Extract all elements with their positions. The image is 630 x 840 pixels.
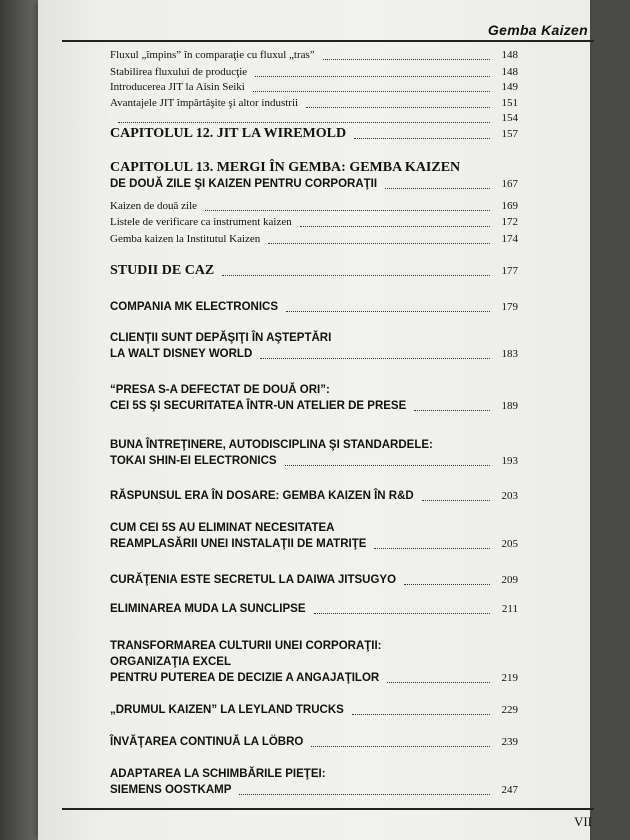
- dot-leader: [352, 714, 490, 715]
- toc-entry-title-line: CLIENŢII SUNT DEPĂŞIŢI ÎN AŞTEPTĂRI: [110, 332, 332, 344]
- dot-leader: [118, 122, 490, 123]
- dot-leader: [222, 275, 490, 276]
- toc-page-number: 174: [501, 233, 518, 245]
- dot-leader: [255, 76, 490, 77]
- toc-page-number: 205: [501, 538, 518, 550]
- toc-entry-kaizen2: [110, 199, 518, 214]
- dot-leader: [374, 548, 490, 549]
- toc-entry-title-line: CEI 5S ŞI SECURITATEA ÎNTR-UN ATELIER DE PRESE: [110, 400, 407, 412]
- toc-entry-title-line: SIEMENS OOSTKAMP: [110, 784, 232, 796]
- toc-entry-title-line: CUM CEI 5S AU ELIMINAT NECESITATEA: [110, 522, 335, 534]
- toc-entry-leyland: [110, 702, 518, 718]
- toc-page-number: 169: [501, 200, 518, 212]
- toc-page-number: 239: [501, 736, 518, 748]
- toc-entry-matrite: [110, 520, 518, 552]
- toc-entry-presa: [110, 382, 518, 414]
- toc-entry-title-line: STUDII DE CAZ: [110, 263, 215, 278]
- toc-page-number: 203: [501, 490, 518, 502]
- toc-entry-studii: [110, 263, 518, 279]
- toc-page-number: 211: [501, 603, 518, 615]
- toc-page-number: 189: [501, 400, 518, 412]
- header-rule: [62, 40, 594, 42]
- toc-entry-title-line: TRANSFORMAREA CULTURII UNEI CORPORAŢII:: [110, 640, 382, 652]
- toc-entry-flux: [110, 48, 518, 63]
- dot-leader: [253, 91, 490, 92]
- toc-entry-title-line: CAPITOLUL 13. MERGI ÎN GEMBA: GEMBA KAIZEN: [110, 160, 461, 175]
- toc-entry-title-line: CURĂŢENIA ESTE SECRETUL LA DAIWA JITSUGYO: [110, 574, 397, 586]
- toc-page-number: 219: [501, 672, 518, 684]
- running-header-title: Gemba Kaizen: [487, 22, 588, 38]
- toc-entry-tokai: [110, 437, 518, 469]
- toc-entry-title-line: Kaizen de două zile: [110, 200, 198, 212]
- toc-entry-title-line: LA WALT DISNEY WORLD: [110, 348, 253, 360]
- toc-entry-stab: [110, 65, 518, 80]
- toc-entry-title-line: ADAPTAREA LA SCHIMBĂRILE PIEŢEI:: [110, 768, 326, 780]
- toc-entry-title-line: REAMPLASĂRII UNEI INSTALAŢII DE MATRIŢE: [110, 538, 367, 550]
- toc-page-number: 148: [501, 49, 518, 61]
- toc-entry-title-line: Introducerea JIT la Aisin Seiki: [110, 81, 245, 93]
- toc-entry-siemens: [110, 766, 518, 798]
- toc-entry-lobro: [110, 734, 518, 750]
- toc-entry-title-line: [110, 112, 112, 124]
- dot-leader: [260, 358, 490, 359]
- toc-entry-title-line: Listele de verificare ca instrument kaizen: [110, 216, 292, 228]
- dot-leader: [239, 794, 490, 795]
- toc-entry-title-line: Avantajele JIT împărtăşite şi altor industrii: [110, 97, 299, 109]
- dot-leader: [354, 138, 490, 139]
- toc-entry-title-line: CAPITOLUL 12. JIT LA WIREMOLD: [110, 126, 347, 141]
- dot-leader: [414, 410, 490, 411]
- toc-entry-cap12: [110, 126, 518, 142]
- toc-entry-title-line: „DRUMUL KAIZEN” LA LEYLAND TRUCKS: [110, 704, 344, 716]
- toc-entry-title-line: COMPANIA MK ELECTRONICS: [110, 301, 279, 313]
- dot-leader: [285, 465, 490, 466]
- dot-leader: [286, 311, 490, 312]
- toc-entry-jit-avant: [110, 96, 518, 111]
- toc-entry-title-line: ELIMINAREA MUDA LA SUNCLIPSE: [110, 603, 306, 615]
- toc-entry-title-line: Fluxul „împins” în comparaţie cu fluxul „tras”: [110, 49, 315, 61]
- toc-entry-title-line: ÎNVĂŢAREA CONTINUĂ LA LÖBRO: [110, 736, 304, 748]
- toc-page-number: 183: [501, 348, 518, 360]
- toc-page-number: 157: [501, 128, 518, 140]
- toc-entry-mk: [110, 299, 518, 315]
- dot-leader: [205, 210, 490, 211]
- toc-entry-gemba-inst: [110, 232, 518, 247]
- footer-rule: [62, 808, 594, 810]
- toc-entry-title-line: DE DOUĂ ZILE ŞI KAIZEN PENTRU CORPORAŢII: [110, 178, 378, 190]
- toc-page-number: 148: [501, 66, 518, 78]
- toc-page-number: 179: [501, 301, 518, 313]
- toc-page-number: 154: [501, 112, 518, 124]
- toc-entry-title-line: BUNA ÎNTREŢINERE, AUTODISCIPLINA ŞI STANDARDELE:: [110, 439, 433, 451]
- dot-leader: [300, 226, 490, 227]
- toc-entry-title-line: Stabilirea fluxului de producţie: [110, 66, 248, 78]
- toc-page-number: 193: [501, 455, 518, 467]
- toc-page-number: 149: [501, 81, 518, 93]
- toc-page-number: 172: [501, 216, 518, 228]
- toc-page-number: 167: [501, 178, 518, 190]
- toc-entry-blank-154: [110, 111, 518, 126]
- dot-leader: [268, 243, 490, 244]
- dot-leader: [404, 584, 490, 585]
- dot-leader: [314, 613, 490, 614]
- toc-entry-title-line: “PRESA S-A DEFECTAT DE DOUĂ ORI”:: [110, 384, 330, 396]
- dot-leader: [323, 59, 490, 60]
- toc-page-number: 151: [501, 97, 518, 109]
- toc-entry-listele: [110, 215, 518, 230]
- toc-entry-title-line: ORGANIZAŢIA EXCEL: [110, 656, 231, 668]
- book-spine-shadow: [0, 0, 38, 840]
- toc-entry-dosare: [110, 488, 518, 504]
- toc-entry-title-line: RĂSPUNSUL ERA ÎN DOSARE: GEMBA KAIZEN ÎN R&D: [110, 490, 414, 502]
- toc-page-number: 177: [501, 265, 518, 277]
- dot-leader: [385, 188, 490, 189]
- dot-leader: [422, 500, 490, 501]
- dot-leader: [387, 682, 490, 683]
- toc-entry-disney: [110, 330, 518, 362]
- toc-page-number: 247: [501, 784, 518, 796]
- toc-page-number: 229: [501, 704, 518, 716]
- toc-page-number: 209: [501, 574, 518, 586]
- toc-entry-daiwa: [110, 572, 518, 588]
- toc-entry-title-line: PENTRU PUTEREA DE DECIZIE A ANGAJAŢILOR: [110, 672, 380, 684]
- toc-entry-excel: [110, 638, 518, 686]
- toc-entry-jit-aisin: [110, 80, 518, 95]
- toc-entry-title-line: Gemba kaizen la Institutul Kaizen: [110, 233, 261, 245]
- toc-entry-cap13: [110, 160, 518, 192]
- dot-leader: [306, 107, 490, 108]
- toc-entry-muda: [110, 601, 518, 617]
- page-number: VII: [573, 814, 592, 829]
- dot-leader: [311, 746, 490, 747]
- toc-entry-title-line: TOKAI SHIN-EI ELECTRONICS: [110, 455, 277, 467]
